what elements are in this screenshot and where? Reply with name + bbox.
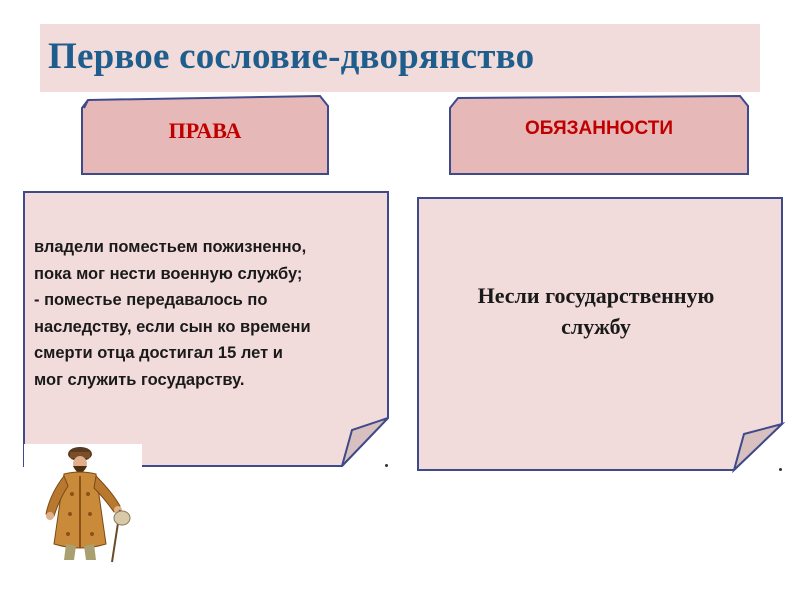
rights-line: смерти отца достигал 15 лет и — [34, 344, 283, 362]
rights-line: наследству, если сын ко времени — [34, 317, 311, 336]
rights-line: владели поместьем пожизненно, — [34, 238, 307, 256]
rights-line: пока мог нести военную службу; — [34, 264, 303, 283]
decorative-dot — [385, 464, 388, 467]
duties-text — [416, 280, 776, 342]
rights-line: - поместье передавалось по — [34, 291, 268, 309]
slide-title: Первое сословие-дворянство — [48, 35, 535, 77]
rights-header-label: ПРАВА — [168, 118, 242, 143]
duties-header-label: ОБЯЗАННОСТИ — [525, 118, 673, 139]
rights-header-box — [80, 94, 330, 176]
duties-line: службу — [561, 314, 631, 339]
rights-text — [34, 234, 384, 393]
decorative-dot — [779, 468, 782, 471]
rights-panel — [22, 190, 392, 470]
duties-panel — [416, 196, 786, 474]
duties-header-box — [448, 94, 750, 176]
title-bar — [40, 24, 760, 92]
duties-line: Несли государственную — [477, 283, 715, 308]
nobleman-figure-icon — [24, 444, 142, 566]
rights-line: мог служить государству. — [34, 370, 245, 389]
